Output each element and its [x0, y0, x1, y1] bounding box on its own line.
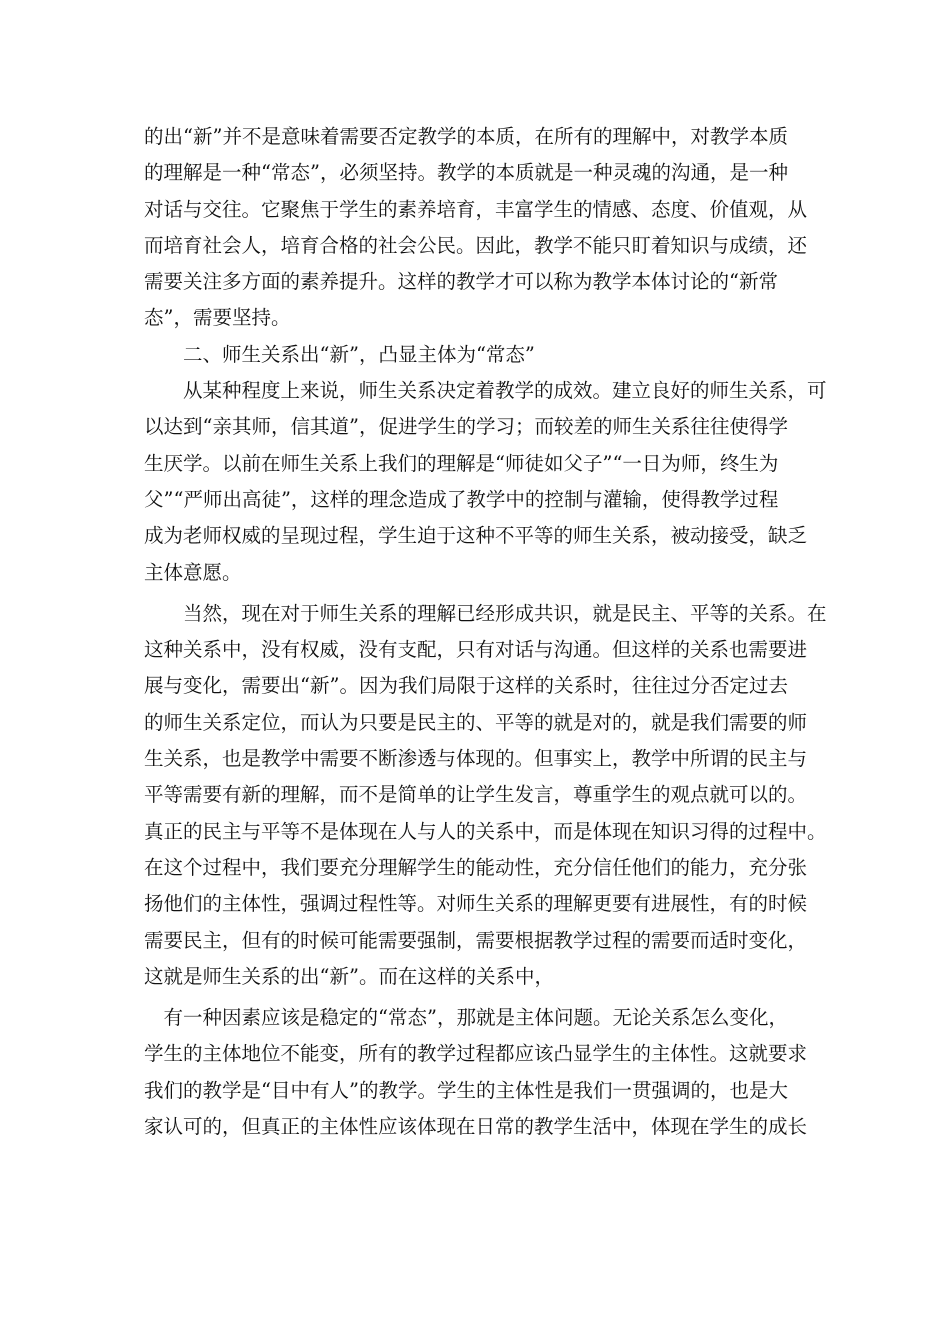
- text-line: 有一种因素应该是稳定的“常态”，那就是主体问题。无论关系怎么变化，: [144, 1006, 788, 1030]
- text-line: 真正的民主与平等不是体现在人与人的关系中，而是体现在知识习得的过程中。: [144, 819, 827, 843]
- text-line: 平等需要有新的理解，而不是简单的让学生发言，尊重学生的观点就可以的。: [144, 783, 808, 807]
- text-line: 的出“新”并不是意味着需要否定教学的本质，在所有的理解中，对教学本质: [144, 125, 788, 148]
- text-line: 当然，现在对于师生关系的理解已经形成共识，就是民主、平等的关系。在: [144, 601, 827, 625]
- text-line: 从某种程度上来说，师生关系决定着教学的成效。建立良好的师生关系，可: [144, 379, 827, 403]
- text-line: 以达到“亲其师，信其道”，促进学生的学习；而较差的师生关系往往使得学: [144, 415, 788, 439]
- text-line: 需要民主，但有的时候可能需要强制，需要根据教学过程的需要而适时变化，: [144, 928, 808, 952]
- text-line: 主体意愿。: [144, 560, 242, 584]
- text-line: 扬他们的主体性，强调过程性等。对师生关系的理解更要有进展性，有的时候: [144, 892, 808, 916]
- text-line: 的理解是一种“常态”，必须坚持。教学的本质就是一种灵魂的沟通，是一种: [144, 161, 788, 185]
- text-line: 家认可的，但真正的主体性应该体现在日常的教学生活中，体现在学生的成长: [144, 1115, 808, 1139]
- text-line: 展与变化，需要出“新”。因为我们局限于这样的关系时，往往过分否定过去: [144, 674, 788, 698]
- text-line: 成为老师权威的呈现过程，学生迫于这种不平等的师生关系，被动接受，缺乏: [144, 524, 808, 548]
- text-line: 生厌学。以前在师生关系上我们的理解是“师徒如父子”“一日为师，终生为: [144, 451, 779, 475]
- text-line: 在这个过程中，我们要充分理解学生的能动性，充分信任他们的能力，充分张: [144, 855, 808, 879]
- text-line: 生关系，也是教学中需要不断渗透与体现的。但事实上，教学中所谓的民主与: [144, 747, 808, 771]
- text-line: 我们的教学是“目中有人”的教学。学生的主体性是我们一贯强调的，也是大: [144, 1078, 788, 1102]
- text-line: 态”，需要坚持。: [144, 306, 291, 330]
- text-line: 需要关注多方面的素养提升。这样的教学才可以称为教学本体讨论的“新常: [144, 270, 778, 294]
- body-text: [144, 119, 827, 1145]
- text-line: 父”“严师出高徒”，这样的理念造成了教学中的控制与灌输，使得教学过程: [144, 487, 779, 511]
- text-line: 对话与交往。它聚焦于学生的素养培育，丰富学生的情感、态度、价值观，从: [144, 197, 808, 221]
- text-line: 而培育社会人，培育合格的社会公民。因此，教学不能只盯着知识与成绩，还: [144, 233, 808, 257]
- text-line: 的师生关系定位，而认为只要是民主的、平等的就是对的，就是我们需要的师: [144, 710, 808, 734]
- text-line: 学生的主体地位不能变，所有的教学过程都应该凸显学生的主体性。这就要求: [144, 1042, 808, 1066]
- section-heading: 二、师生关系出“新”，凸显主体为“常态”: [144, 342, 535, 366]
- text-line: 这就是师生关系的出“新”。而在这样的关系中，: [144, 964, 554, 988]
- text-line: 这种关系中，没有权威，没有支配，只有对话与沟通。但这样的关系也需要进: [144, 638, 808, 662]
